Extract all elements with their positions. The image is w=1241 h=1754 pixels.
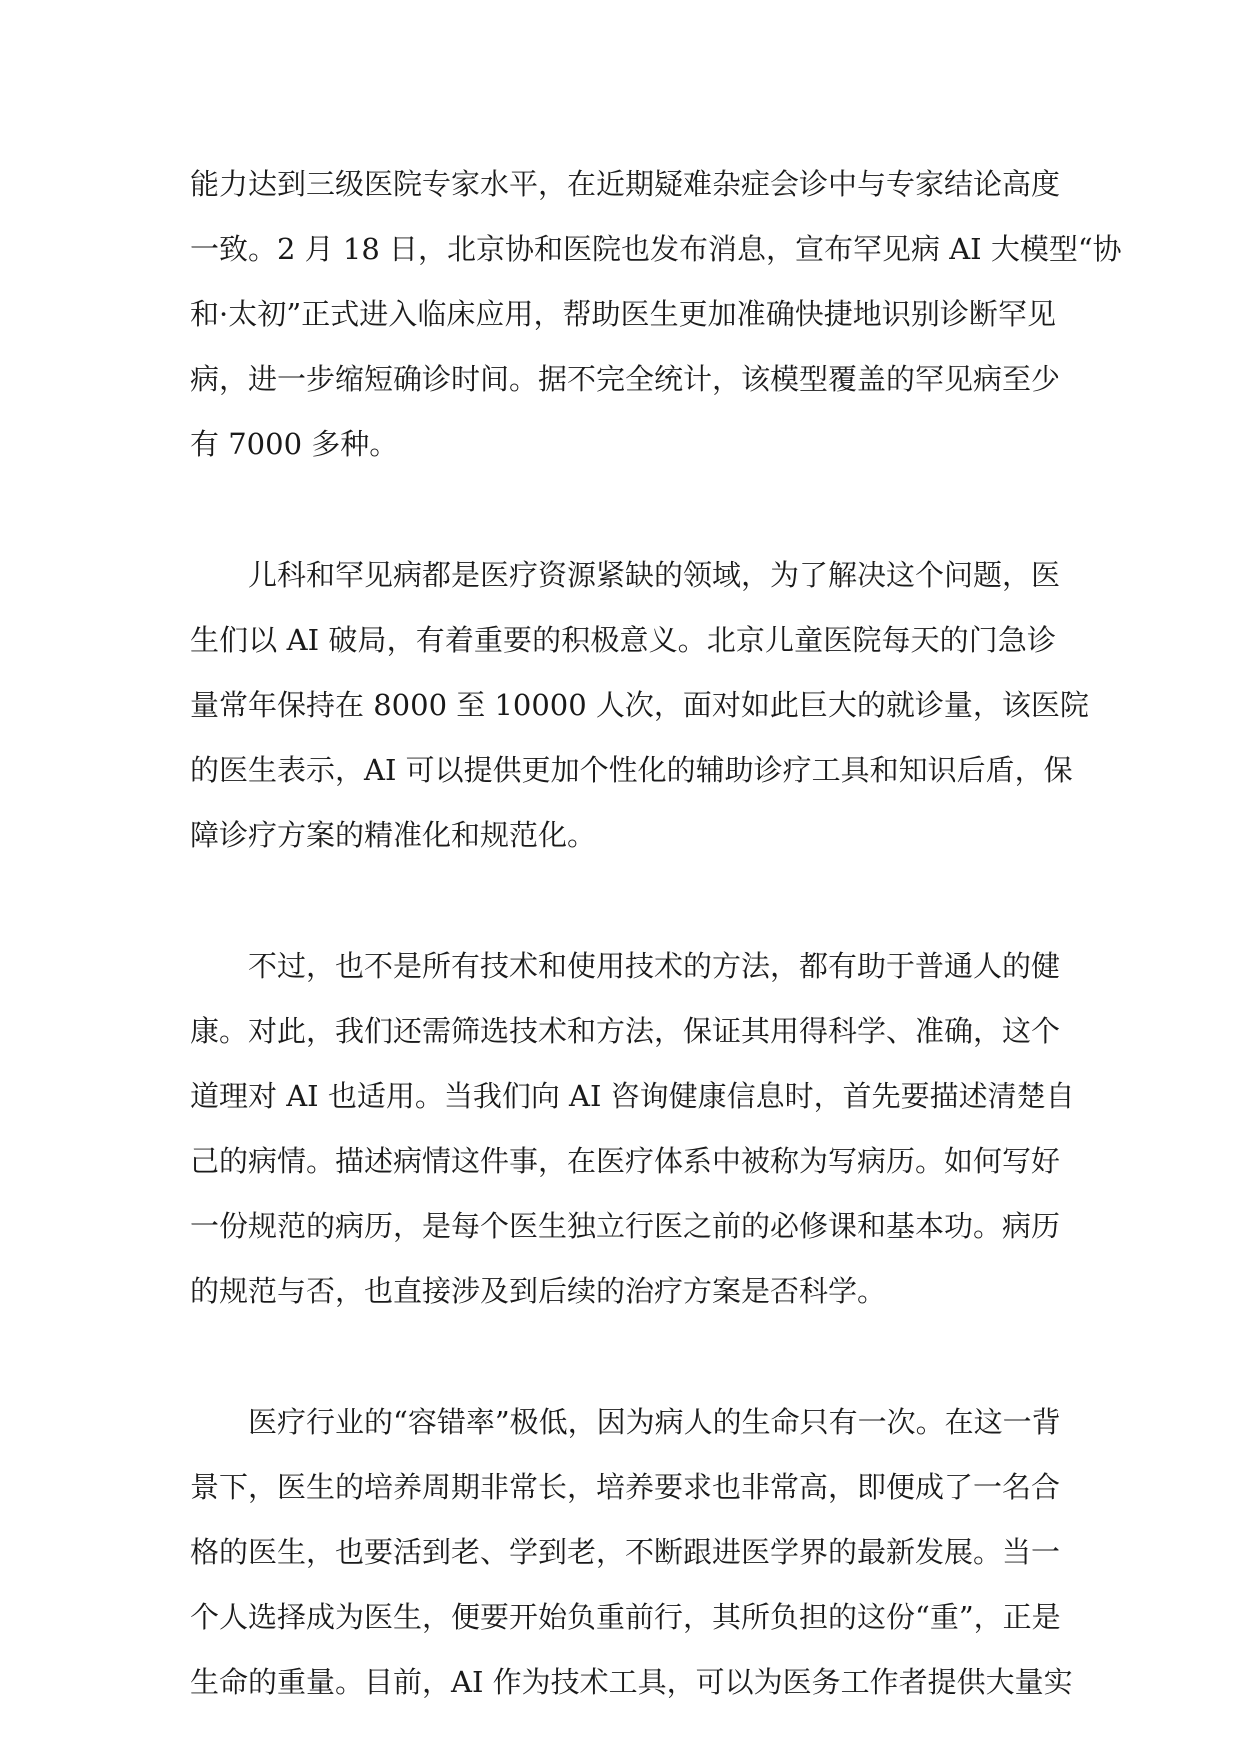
text-line: 能力达到三级医院专家水平，在近期疑难杂症会诊中与专家结论高度 <box>190 167 1061 201</box>
text-line: 一致。2 月 18 日，北京协和医院也发布消息，宣布罕见病 AI 大模型“协 <box>190 232 1122 266</box>
text-line: 生们以 AI 破局，有着重要的积极意义。北京儿童医院每天的门急诊 <box>190 623 1056 657</box>
text-line: 障诊疗方案的精准化和规范化。 <box>190 818 597 852</box>
text-line: 的规范与否，也直接涉及到后续的治疗方案是否科学。 <box>190 1274 887 1308</box>
text-line: 的医生表示，AI 可以提供更加个性化的辅助诊疗工具和知识后盾，保 <box>190 753 1073 787</box>
text-line: 医疗行业的“容错率”极低，因为病人的生命只有一次。在这一背 <box>248 1405 1061 1439</box>
text-line: 道理对 AI 也适用。当我们向 AI 咨询健康信息时，首先要描述清楚自 <box>190 1079 1075 1113</box>
text-line: 病，进一步缩短确诊时间。据不完全统计，该模型覆盖的罕见病至少 <box>190 362 1061 396</box>
body-text <box>190 152 1122 1715</box>
text-line: 量常年保持在 8000 至 10000 人次，面对如此巨大的就诊量，该医院 <box>190 688 1089 722</box>
text-line: 不过，也不是所有技术和使用技术的方法，都有助于普通人的健 <box>248 949 1061 983</box>
text-line: 和·太初”正式进入临床应用，帮助医生更加准确快捷地识别诊断罕见 <box>190 297 1056 331</box>
text-line: 景下，医生的培养周期非常长，培养要求也非常高，即便成了一名合 <box>190 1470 1061 1504</box>
text-line: 己的病情。描述病情这件事，在医疗体系中被称为写病历。如何写好 <box>190 1144 1061 1178</box>
text-line: 儿科和罕见病都是医疗资源紧缺的领域，为了解决这个问题，医 <box>248 558 1061 592</box>
paragraph-spacer <box>190 868 1056 934</box>
text-line: 生命的重量。目前，AI 作为技术工具，可以为医务工作者提供大量实 <box>190 1665 1073 1699</box>
paragraph <box>190 543 1089 868</box>
text-line: 格的医生，也要活到老、学到老，不断跟进医学界的最新发展。当一 <box>190 1535 1061 1569</box>
text-line: 康。对此，我们还需筛选技术和方法，保证其用得科学、准确，这个 <box>190 1014 1061 1048</box>
paragraph <box>190 152 1122 477</box>
paragraph <box>190 934 1075 1324</box>
paragraph <box>190 1390 1073 1715</box>
text-line: 有 7000 多种。 <box>190 427 399 461</box>
paragraph-spacer <box>190 1324 1056 1390</box>
paragraph-spacer <box>190 477 1056 543</box>
text-line: 一份规范的病历，是每个医生独立行医之前的必修课和基本功。病历 <box>190 1209 1061 1243</box>
text-line: 个人选择成为医生，便要开始负重前行，其所负担的这份“重”，正是 <box>190 1600 1061 1634</box>
